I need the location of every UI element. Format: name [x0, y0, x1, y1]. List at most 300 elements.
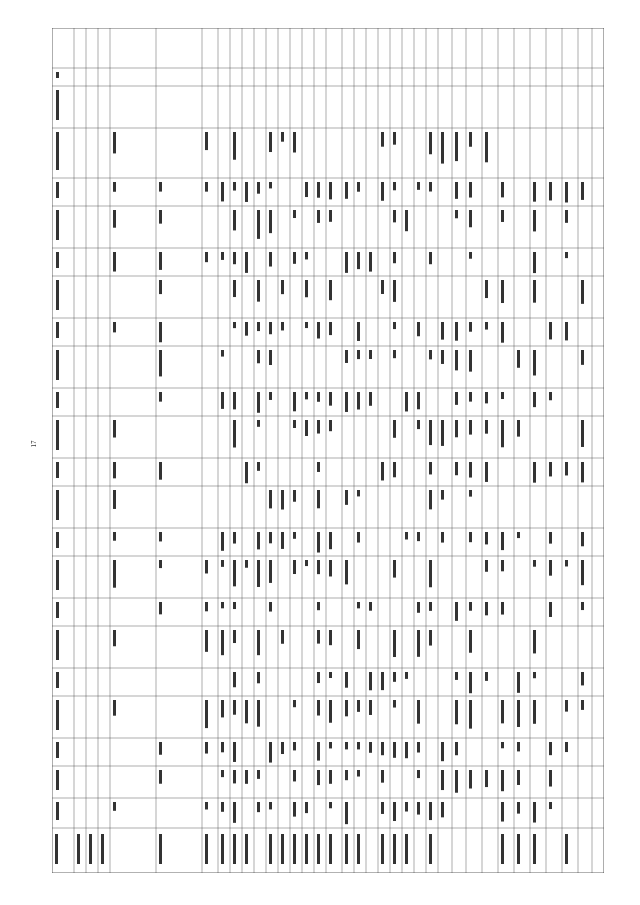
cell-text-mark	[469, 420, 472, 435]
cell-text-mark	[329, 280, 332, 300]
cell-text-mark	[269, 490, 272, 508]
cell-text-mark	[485, 602, 488, 615]
cell-text-mark	[269, 742, 272, 763]
cell-text-mark	[113, 560, 116, 588]
cell-text-mark	[269, 210, 272, 233]
row-label-mark	[345, 834, 348, 864]
cell-text-mark	[293, 252, 296, 264]
cell-text-mark	[417, 182, 420, 190]
header-text-mark	[56, 420, 59, 450]
cell-text-mark	[221, 602, 224, 608]
cell-text-mark	[205, 802, 208, 809]
cell-text-mark	[501, 742, 504, 748]
cell-text-mark	[393, 630, 396, 657]
cell-text-mark	[429, 132, 432, 154]
row-label-mark	[405, 834, 408, 864]
cell-text-mark	[317, 210, 320, 223]
cell-text-mark	[317, 532, 320, 553]
cell-text-mark	[317, 560, 320, 574]
cell-text-mark	[357, 532, 360, 543]
cell-text-mark	[159, 280, 162, 294]
cell-text-mark	[345, 672, 348, 688]
row-label-mark	[317, 834, 320, 864]
cell-text-mark	[469, 532, 472, 542]
cell-text-mark	[429, 602, 432, 611]
cell-text-mark	[293, 392, 296, 411]
row-label-mark	[269, 834, 272, 864]
cell-text-mark	[293, 770, 296, 781]
cell-text-mark	[317, 700, 320, 716]
header-text-mark	[56, 630, 59, 660]
table-grid	[52, 28, 604, 873]
cell-text-mark	[441, 322, 444, 340]
cell-text-mark	[455, 602, 458, 621]
cell-text-mark	[393, 280, 396, 302]
cell-text-mark	[257, 630, 260, 655]
cell-text-mark	[405, 802, 408, 812]
cell-text-mark	[159, 210, 162, 224]
row-label-mark	[501, 834, 504, 864]
cell-text-mark	[455, 420, 458, 437]
header-text-mark	[56, 72, 59, 78]
header-text-mark	[56, 182, 59, 198]
cell-text-mark	[357, 490, 360, 496]
cell-text-mark	[329, 770, 332, 784]
cell-text-mark	[345, 742, 348, 749]
cell-text-mark	[393, 322, 396, 329]
cell-text-mark	[357, 182, 360, 192]
cell-text-mark	[517, 802, 520, 814]
cell-text-mark	[581, 700, 584, 710]
cell-text-mark	[357, 350, 360, 359]
cell-text-mark	[533, 392, 536, 407]
cell-text-mark	[485, 392, 488, 403]
cell-text-mark	[245, 252, 248, 273]
cell-text-mark	[549, 322, 552, 339]
cell-text-mark	[317, 630, 320, 644]
row-label-mark	[245, 834, 248, 864]
cell-text-mark	[469, 672, 472, 693]
cell-text-mark	[269, 532, 272, 543]
row-label-mark	[533, 834, 536, 864]
row-label-mark	[329, 834, 332, 864]
cell-text-mark	[113, 462, 116, 478]
cell-text-mark	[417, 532, 420, 541]
cell-text-mark	[581, 182, 584, 200]
cell-text-mark	[393, 742, 396, 758]
cell-text-mark	[565, 742, 568, 752]
cell-text-mark	[159, 602, 162, 614]
cell-text-mark	[257, 210, 260, 239]
cell-text-mark	[381, 770, 384, 783]
cell-text-mark	[113, 322, 116, 332]
cell-text-mark	[257, 322, 260, 331]
cell-text-mark	[113, 802, 116, 811]
cell-text-mark	[455, 462, 458, 475]
cell-text-mark	[469, 210, 472, 227]
row-label-mark	[357, 834, 360, 864]
cell-text-mark	[469, 770, 472, 789]
cell-text-mark	[281, 280, 284, 294]
cell-text-mark	[317, 392, 320, 402]
cell-text-mark	[455, 322, 458, 341]
cell-text-mark	[501, 532, 504, 550]
cell-text-mark	[221, 742, 224, 752]
cell-text-mark	[381, 132, 384, 147]
cell-text-mark	[221, 392, 224, 409]
cell-text-mark	[393, 132, 396, 145]
cell-text-mark	[221, 802, 224, 812]
cell-text-mark	[205, 742, 208, 754]
cell-text-mark	[417, 602, 420, 613]
cell-text-mark	[269, 350, 272, 365]
cell-text-mark	[469, 700, 472, 729]
cell-text-mark	[469, 630, 472, 653]
cell-text-mark	[533, 210, 536, 231]
cell-text-mark	[221, 560, 224, 567]
cell-text-mark	[269, 182, 272, 188]
cell-text-mark	[329, 182, 332, 199]
cell-text-mark	[257, 532, 260, 549]
row-label-mark	[305, 834, 308, 864]
cell-text-mark	[405, 392, 408, 411]
cell-text-mark	[159, 392, 162, 402]
cell-text-mark	[257, 462, 260, 471]
cell-text-mark	[581, 280, 584, 304]
cell-text-mark	[369, 350, 372, 359]
cell-text-mark	[233, 280, 236, 297]
cell-text-mark	[159, 182, 162, 192]
cell-text-mark	[345, 392, 348, 412]
cell-text-mark	[357, 322, 360, 341]
cell-text-mark	[269, 392, 272, 400]
cell-text-mark	[269, 602, 272, 612]
cell-text-mark	[305, 322, 308, 328]
cell-text-mark	[429, 560, 432, 587]
cell-text-mark	[441, 742, 444, 761]
cell-text-mark	[517, 742, 520, 751]
cell-text-mark	[293, 490, 296, 502]
header-text-mark	[56, 602, 59, 618]
row-label-mark	[565, 834, 568, 864]
cell-text-mark	[429, 252, 432, 264]
header-text-mark	[56, 532, 59, 548]
cell-text-mark	[501, 602, 504, 615]
cell-text-mark	[417, 420, 420, 429]
cell-text-mark	[233, 700, 236, 715]
cell-text-mark	[469, 350, 472, 372]
cell-text-mark	[469, 182, 472, 198]
cell-text-mark	[293, 560, 296, 574]
cell-text-mark	[233, 322, 236, 328]
cell-text-mark	[455, 182, 458, 199]
cell-text-mark	[281, 490, 284, 510]
cell-text-mark	[345, 700, 348, 716]
cell-text-mark	[257, 700, 260, 727]
cell-text-mark	[469, 252, 472, 259]
cell-text-mark	[293, 420, 296, 428]
row-label-mark	[221, 834, 224, 864]
cell-text-mark	[305, 392, 308, 399]
cell-text-mark	[205, 700, 208, 728]
cell-text-mark	[565, 210, 568, 223]
cell-text-mark	[501, 420, 504, 447]
cell-text-mark	[533, 672, 536, 678]
cell-text-mark	[393, 252, 396, 263]
cell-text-mark	[317, 322, 320, 338]
header-text-mark	[56, 392, 59, 408]
cell-text-mark	[233, 392, 236, 409]
cell-text-mark	[159, 322, 162, 342]
cell-text-mark	[369, 252, 372, 272]
cell-text-mark	[501, 560, 504, 571]
cell-text-mark	[429, 802, 432, 820]
cell-text-mark	[329, 742, 332, 748]
cell-text-mark	[455, 742, 458, 755]
cell-text-mark	[501, 802, 504, 822]
cell-text-mark	[205, 630, 208, 652]
cell-text-mark	[501, 280, 504, 303]
cell-text-mark	[393, 802, 396, 821]
cell-text-mark	[329, 322, 332, 335]
cell-text-mark	[469, 322, 472, 332]
cell-text-mark	[317, 182, 320, 198]
cell-text-mark	[317, 462, 320, 472]
cell-text-mark	[205, 602, 208, 611]
header-text-mark	[56, 462, 59, 478]
cell-text-mark	[233, 420, 236, 447]
cell-text-mark	[317, 602, 320, 610]
cell-text-mark	[113, 532, 116, 541]
cell-text-mark	[549, 462, 552, 476]
cell-text-mark	[381, 462, 384, 480]
cell-text-mark	[581, 672, 584, 685]
cell-text-mark	[405, 742, 408, 758]
cell-text-mark	[293, 210, 296, 218]
cell-text-mark	[245, 322, 248, 336]
header-text-mark	[56, 742, 59, 758]
cell-text-mark	[329, 700, 332, 723]
cell-text-mark	[501, 182, 504, 197]
cell-text-mark	[257, 420, 260, 427]
cell-text-mark	[469, 392, 472, 402]
cell-text-mark	[205, 560, 208, 573]
cell-text-mark	[485, 132, 488, 162]
cell-text-mark	[317, 742, 320, 761]
row-label-mark	[233, 834, 236, 864]
cell-text-mark	[417, 630, 420, 657]
cell-text-mark	[329, 392, 332, 406]
cell-text-mark	[305, 182, 308, 197]
cell-text-mark	[233, 742, 236, 762]
row-label-mark	[429, 834, 432, 864]
cell-text-mark	[517, 420, 520, 437]
cell-text-mark	[269, 252, 272, 267]
cell-text-mark	[533, 560, 536, 567]
cell-text-mark	[517, 672, 520, 693]
cell-text-mark	[257, 802, 260, 812]
cell-text-mark	[245, 700, 248, 723]
cell-text-mark	[205, 132, 208, 150]
cell-text-mark	[345, 182, 348, 199]
cell-text-mark	[159, 532, 162, 541]
cell-text-mark	[517, 532, 520, 538]
cell-text-mark	[533, 350, 536, 375]
cell-text-mark	[245, 182, 248, 202]
cell-text-mark	[345, 802, 348, 824]
cell-text-mark	[417, 322, 420, 336]
cell-text-mark	[381, 280, 384, 294]
cell-text-mark	[113, 420, 116, 438]
cell-text-mark	[393, 350, 396, 358]
cell-text-mark	[357, 700, 360, 712]
cell-text-mark	[417, 802, 420, 815]
cell-text-mark	[501, 392, 504, 399]
cell-text-mark	[357, 392, 360, 409]
cell-text-mark	[357, 770, 360, 777]
cell-text-mark	[549, 392, 552, 400]
cell-text-mark	[281, 630, 284, 644]
header-text-mark	[56, 560, 59, 590]
header-text-mark	[56, 322, 59, 338]
row-label-mark	[89, 834, 92, 864]
cell-text-mark	[233, 602, 236, 609]
cell-text-mark	[257, 560, 260, 587]
cell-text-mark	[345, 770, 348, 780]
cell-text-mark	[329, 532, 332, 549]
cell-text-mark	[257, 280, 260, 302]
cell-text-mark	[159, 742, 162, 755]
header-text-mark	[56, 210, 59, 240]
cell-text-mark	[233, 252, 236, 264]
cell-text-mark	[549, 182, 552, 200]
cell-text-mark	[455, 700, 458, 724]
cell-text-mark	[485, 420, 488, 434]
cell-text-mark	[357, 742, 360, 749]
cell-text-mark	[417, 392, 420, 409]
cell-text-mark	[293, 532, 296, 539]
cell-text-mark	[329, 630, 332, 645]
header-text-mark	[56, 90, 59, 120]
cell-text-mark	[455, 672, 458, 680]
cell-text-mark	[269, 132, 272, 152]
cell-text-mark	[517, 350, 520, 368]
cell-text-mark	[533, 630, 536, 653]
row-label-mark	[517, 834, 520, 864]
cell-text-mark	[113, 252, 116, 272]
cell-text-mark	[581, 602, 584, 610]
cell-text-mark	[281, 322, 284, 330]
cell-text-mark	[317, 770, 320, 785]
cell-text-mark	[485, 560, 488, 572]
cell-text-mark	[159, 462, 162, 480]
cell-text-mark	[441, 490, 444, 500]
cell-text-mark	[429, 490, 432, 509]
cell-text-mark	[417, 770, 420, 778]
cell-text-mark	[455, 210, 458, 218]
cell-text-mark	[533, 700, 536, 724]
cell-text-mark	[533, 182, 536, 202]
cell-text-mark	[159, 770, 162, 784]
cell-text-mark	[417, 742, 420, 753]
cell-text-mark	[329, 210, 332, 222]
cell-text-mark	[469, 602, 472, 611]
cell-text-mark	[441, 350, 444, 364]
cell-text-mark	[281, 532, 284, 549]
cell-text-mark	[293, 742, 296, 750]
cell-text-mark	[369, 602, 372, 611]
cell-text-mark	[221, 770, 224, 777]
row-label-mark	[393, 834, 396, 864]
cell-text-mark	[245, 462, 248, 483]
cell-text-mark	[381, 742, 384, 755]
cell-text-mark	[565, 560, 568, 566]
cell-text-mark	[581, 350, 584, 365]
cell-text-mark	[305, 560, 308, 566]
cell-text-mark	[269, 560, 272, 583]
cell-text-mark	[233, 532, 236, 544]
cell-text-mark	[549, 560, 552, 576]
cell-text-mark	[159, 350, 162, 376]
cell-text-mark	[469, 490, 472, 497]
cell-text-mark	[441, 770, 444, 790]
cell-text-mark	[455, 392, 458, 405]
cell-text-mark	[581, 560, 584, 585]
cell-text-mark	[533, 280, 536, 303]
cell-text-mark	[357, 252, 360, 269]
cell-text-mark	[369, 700, 372, 715]
row-label-mark	[55, 834, 58, 864]
cell-text-mark	[233, 210, 236, 230]
row-label-mark	[77, 834, 80, 864]
cell-text-mark	[281, 132, 284, 142]
cell-text-mark	[221, 252, 224, 260]
header-text-mark	[56, 280, 59, 310]
cell-text-mark	[393, 560, 396, 578]
cell-text-mark	[233, 630, 236, 643]
cell-text-mark	[549, 532, 552, 544]
cell-text-mark	[159, 560, 162, 568]
cell-text-mark	[257, 770, 260, 779]
cell-text-mark	[501, 210, 504, 222]
cell-text-mark	[393, 420, 396, 438]
cell-text-mark	[357, 630, 360, 649]
cell-text-mark	[405, 532, 408, 539]
cell-text-mark	[345, 350, 348, 363]
cell-text-mark	[257, 392, 260, 413]
cell-text-mark	[369, 392, 372, 406]
cell-text-mark	[305, 280, 308, 297]
cell-text-mark	[469, 132, 472, 147]
cell-text-mark	[549, 770, 552, 787]
cell-text-mark	[429, 182, 432, 192]
cell-text-mark	[381, 802, 384, 814]
cell-text-mark	[441, 132, 444, 164]
cell-text-mark	[533, 462, 536, 483]
cell-text-mark	[581, 420, 584, 447]
header-text-mark	[56, 700, 59, 730]
cell-text-mark	[429, 630, 432, 646]
cell-text-mark	[221, 630, 224, 655]
page-number: 17	[30, 440, 38, 448]
cell-text-mark	[159, 252, 162, 270]
cell-text-mark	[233, 672, 236, 687]
cell-text-mark	[233, 182, 236, 191]
cell-text-mark	[305, 252, 308, 259]
cell-text-mark	[245, 560, 248, 568]
header-text-mark	[56, 672, 59, 688]
cell-text-mark	[221, 350, 224, 357]
